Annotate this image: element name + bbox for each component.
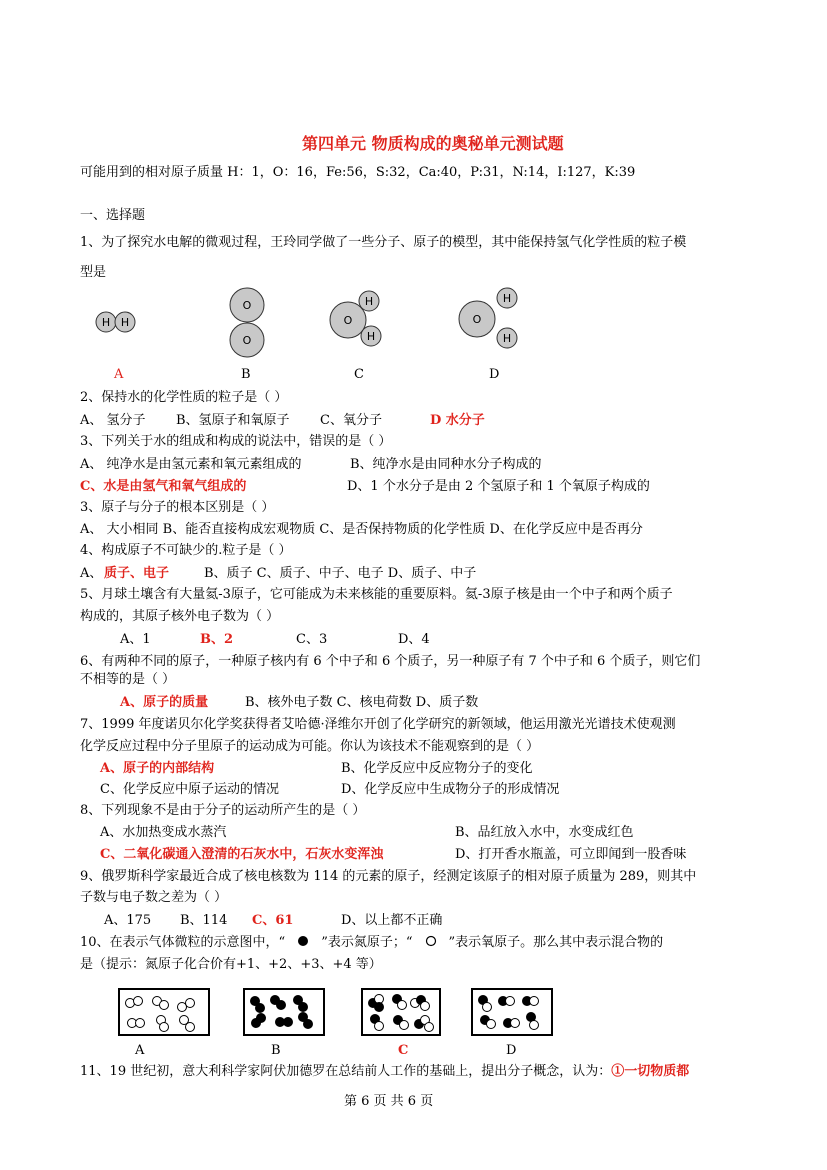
- q2-stem: 2、保持水的化学性质的粒子是（ ）: [80, 390, 288, 405]
- q5-answer-b: B、2: [200, 632, 234, 647]
- q8-option-b: B、品红放入水中，水变成红色: [455, 825, 634, 840]
- q9-stem-line1: 9、俄罗斯科学家最近合成了核电核数为 114 的元素的原子，经测定该原子的相对原子质量为 289，则其中: [80, 869, 697, 884]
- section-heading: 一、选择题: [80, 208, 146, 223]
- nitrogen-atom-icon: [285, 934, 321, 952]
- q6-other-options: B、核外电子数 C、核电荷数 D、质子数: [245, 695, 479, 710]
- q7-stem-line1: 7、1999 年度诺贝尔化学奖获得者艾哈德·泽维尔开创了化学研究的新领域，他运用激光光谱技术使观测: [80, 717, 676, 732]
- q5-option-a: A、1: [120, 632, 151, 647]
- svg-text:O: O: [242, 299, 252, 312]
- q10-stem-line2: 是（提示：氮原子化合价有+1、+2、+3、+4 等）: [80, 957, 382, 972]
- q5-stem-line1: 5、月球土壤含有大量氦-3原子，它可能成为未来核能的重要原料。氦-3原子核是由一个中子和两个质子: [80, 587, 673, 602]
- svg-text:H: H: [120, 316, 130, 329]
- molecule-d: [459, 288, 517, 348]
- q4-option-a-prefix: A、: [80, 566, 103, 581]
- svg-text:H: H: [502, 292, 512, 305]
- molecule-b: [230, 288, 264, 357]
- q3-answer-c: C、水是由氢气和氧气组成的: [80, 479, 247, 494]
- svg-text:H: H: [101, 316, 111, 329]
- q9-stem-line2: 子数与电子数之差为（ ）: [80, 890, 228, 905]
- q9-option-d: D、以上都不正确: [341, 913, 443, 928]
- oxygen-atom-icon: [413, 934, 449, 952]
- q10-label-b: B: [271, 1043, 281, 1058]
- q2-option-c: C、氧分子: [320, 413, 382, 428]
- q10-diagram-d: [471, 988, 553, 1036]
- page-title: 第四单元 物质构成的奥秘单元测试题: [302, 134, 564, 153]
- svg-text:O: O: [343, 314, 353, 327]
- q3-option-a: A、 纯净水是由氢元素和氧元素组成的: [80, 457, 302, 472]
- q8-option-d: D、打开香水瓶盖，可立即闻到一股香味: [455, 847, 687, 862]
- q10-label-a: A: [135, 1043, 145, 1058]
- q7-option-b: B、化学反应中反应物分子的变化: [341, 761, 533, 776]
- molecule-c: [330, 291, 381, 346]
- q7-option-c: C、化学反应中原子运动的情况: [100, 782, 279, 797]
- q9-option-a: A、175: [104, 913, 152, 928]
- page-footer: 第 6 页 共 6 页: [344, 1094, 434, 1109]
- q10-stem-part3: ”表示氧原子。那么其中表示混合物的: [448, 935, 664, 950]
- q10-diagram-b: [243, 988, 325, 1036]
- q11-stem-text: 11、19 世纪初，意大利科学家阿伏加德罗在总结前人工作的基础上，提出分子概念，认为：: [80, 1064, 612, 1079]
- q4-other-options: B、质子 C、质子、中子、电子 D、质子、中子: [204, 566, 477, 581]
- q9-option-b: B、114: [180, 913, 228, 928]
- q1-label-c: C: [354, 367, 364, 382]
- q8-answer-c: C、二氧化碳通入澄清的石灰水中，石灰水变浑浊: [100, 847, 384, 862]
- molecule-a: [96, 312, 135, 332]
- q2-option-a: A、 氢分子: [80, 413, 146, 428]
- q1-label-b: B: [241, 367, 251, 382]
- q7-option-d: D、化学反应中生成物分子的形成情况: [341, 782, 560, 797]
- q5-stem-line2: 构成的，其原子核外电子数为（ ）: [80, 609, 280, 624]
- q3-stem: 3、下列关于水的组成和构成的说法中，错误的是（ ）: [80, 434, 392, 449]
- q7-answer-a: A、原子的内部结构: [100, 761, 215, 776]
- q3-option-d: D、1 个水分子是由 2 个氢原子和 1 个氧原子构成的: [347, 479, 650, 494]
- q10-diagram-c: [361, 988, 441, 1036]
- q1-stem-line2: 型是: [80, 265, 107, 280]
- q2-option-b: B、氢原子和氧原子: [176, 413, 290, 428]
- q8-stem: 8、下列现象不是由于分子的运动所产生的是（ ）: [80, 803, 366, 818]
- q2-answer: D 水分子: [430, 413, 485, 428]
- q10-diagram-a: [118, 988, 210, 1036]
- q1-molecule-models: [85, 285, 545, 365]
- q1-stem-line1: 1、为了探究水电解的微观过程，王玲同学做了一些分子、原子的模型，其中能保持氢气化学性质的粒子模: [80, 235, 687, 250]
- q6-answer-a: A、原子的质量: [120, 695, 209, 710]
- svg-text:H: H: [364, 295, 374, 308]
- svg-text:O: O: [242, 334, 252, 347]
- q5-option-d: D、4: [398, 632, 430, 647]
- q6-stem-line1: 6、有两种不同的原子，一种原子核内有 6 个中子和 6 个质子，另一种原子有 7 个中子和 6 个质子，则它们: [80, 654, 701, 669]
- q4-stem: 4、构成原子不可缺少的.粒子是（ ）: [80, 543, 292, 558]
- svg-text:H: H: [502, 332, 512, 345]
- atomic-mass-line: 可能用到的相对原子质量 H：1，O：16，Fe:56，S:32，Ca:40，P:31，N:14，I:127，K:39: [80, 165, 636, 180]
- q1-label-d: D: [489, 367, 500, 382]
- q10-label-c: C: [398, 1043, 409, 1058]
- q10-label-d: D: [506, 1043, 517, 1058]
- q1-label-a: A: [114, 367, 124, 382]
- q10-stem-part2: ”表示氮原子；“: [321, 935, 413, 950]
- q6-stem-line2: 不相等的是（ ）: [80, 672, 176, 687]
- q3-option-b: B、纯净水是由同种水分子构成的: [350, 457, 542, 472]
- q4-answer: 质子、电子: [104, 566, 170, 581]
- q11-answer-text: ①一切物质都: [611, 1064, 690, 1079]
- q3b-stem: 3、原子与分子的根本区别是（ ）: [80, 500, 275, 515]
- q3b-options: A、 大小相同 B、能否直接构成宏观物质 C、是否保持物质的化学性质 D、在化学反应中是否再分: [80, 522, 643, 537]
- q8-option-a: A、水加热变成水蒸汽: [100, 825, 227, 840]
- q5-option-c: C、3: [296, 632, 328, 647]
- svg-text:O: O: [472, 313, 482, 326]
- q9-answer-c: C、61: [252, 913, 294, 928]
- q7-stem-line2: 化学反应过程中分子里原子的运动成为可能。你认为该技术不能观察到的是（ ）: [80, 739, 540, 754]
- svg-text:H: H: [366, 330, 376, 343]
- q11-stem-line1: [80, 1063, 689, 1081]
- q10-stem-part1: 10、在表示气体微粒的示意图中，“: [80, 935, 286, 950]
- q10-stem-line1: [80, 934, 663, 952]
